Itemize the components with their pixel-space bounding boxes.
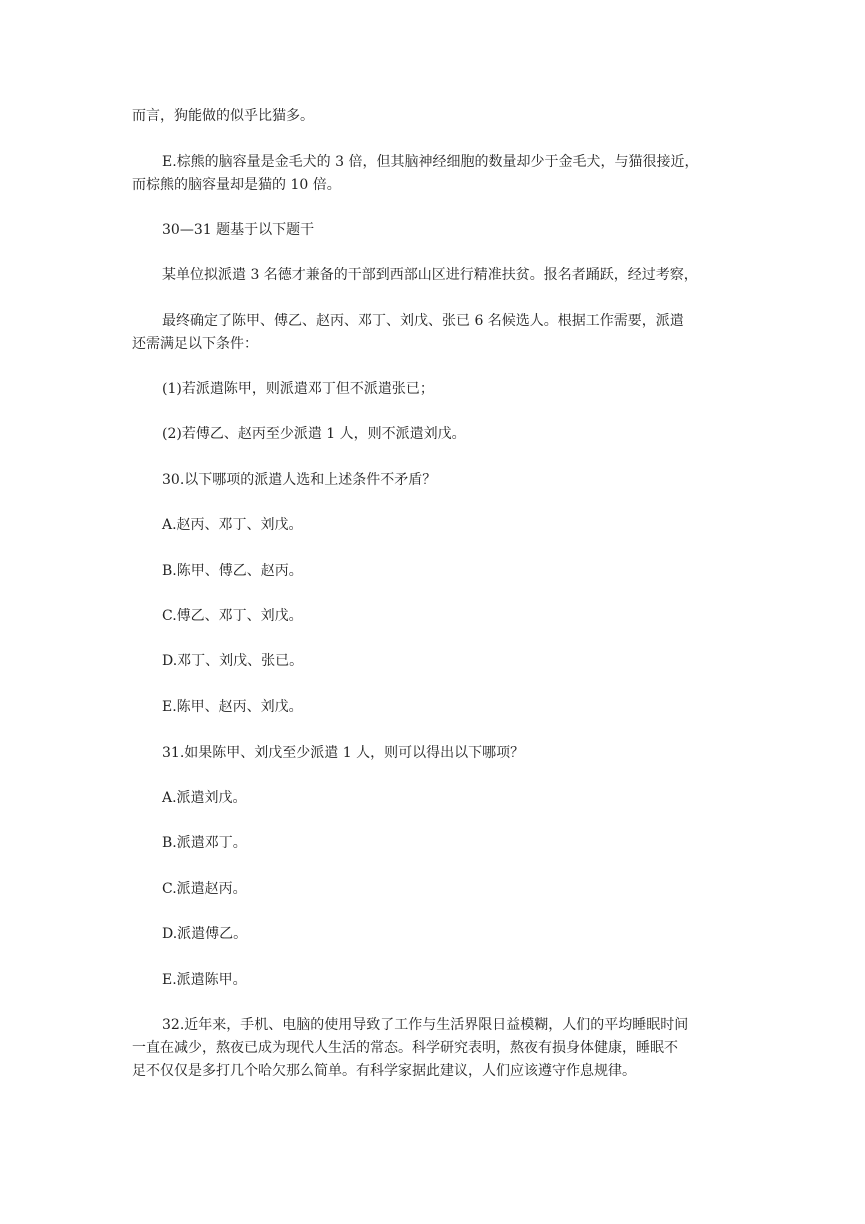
stem-line-1: 某单位拟派遣 3 名德才兼备的干部到西部山区进行精准扶贫。报名者踊跃，经过考察，: [162, 267, 698, 283]
q31-option-e: E.派遣陈甲。: [162, 972, 247, 988]
option-e-line-2: 而棕熊的脑容量却是猫的 10 倍。: [132, 177, 341, 193]
question-32-line-3: 足不仅仅是多打几个哈欠那么简单。有科学家据此建议，人们应该遵守作息规律。: [132, 1063, 636, 1079]
condition-1: (1)若派遣陈甲，则派遣邓丁但不派遣张已；: [162, 381, 434, 397]
stem-line-3: 还需满足以下条件：: [132, 336, 258, 352]
q31-option-b: B.派遣邓丁。: [162, 835, 247, 851]
stem-line-2: 最终确定了陈甲、傅乙、赵丙、邓丁、刘戊、张已 6 名候选人。根据工作需要，派遣: [162, 313, 684, 329]
q30-option-c: C.傅乙、邓丁、刘戊。: [162, 608, 303, 624]
text-line: 而言，狗能做的似乎比猫多。: [132, 108, 314, 124]
q30-option-b: B.陈甲、傅乙、赵丙。: [162, 563, 303, 579]
q31-option-a: A.派遣刘戊。: [162, 790, 247, 806]
question-30: 30.以下哪项的派遣人选和上述条件不矛盾？: [162, 472, 437, 488]
q31-option-d: D.派遣傅乙。: [162, 926, 248, 942]
q30-option-e: E.陈甲、赵丙、刘戊。: [162, 699, 303, 715]
q30-option-a: A.赵丙、邓丁、刘戊。: [162, 517, 303, 533]
q30-option-d: D.邓丁、刘戊、张已。: [162, 653, 304, 669]
question-32-line-1: 32.近年来，手机、电脑的使用导致了工作与生活界限日益模糊，人们的平均睡眠时间: [162, 1017, 689, 1033]
question-32-line-2: 一直在减少，熬夜已成为现代人生活的常态。科学研究表明，熬夜有损身体健康，睡眠不: [132, 1040, 678, 1056]
option-e-line-1: E.棕熊的脑容量是金毛犬的 3 倍，但其脑神经细胞的数量却少于金毛犬，与猫很接近，: [162, 154, 699, 170]
section-heading: 30—31 题基于以下题干: [162, 222, 315, 238]
condition-2: (2)若傅乙、赵丙至少派遣 1 人，则不派遣刘戊。: [162, 426, 466, 442]
q31-option-c: C.派遣赵丙。: [162, 881, 247, 897]
question-31: 31.如果陈甲、刘戊至少派遣 1 人，则可以得出以下哪项？: [162, 745, 525, 761]
